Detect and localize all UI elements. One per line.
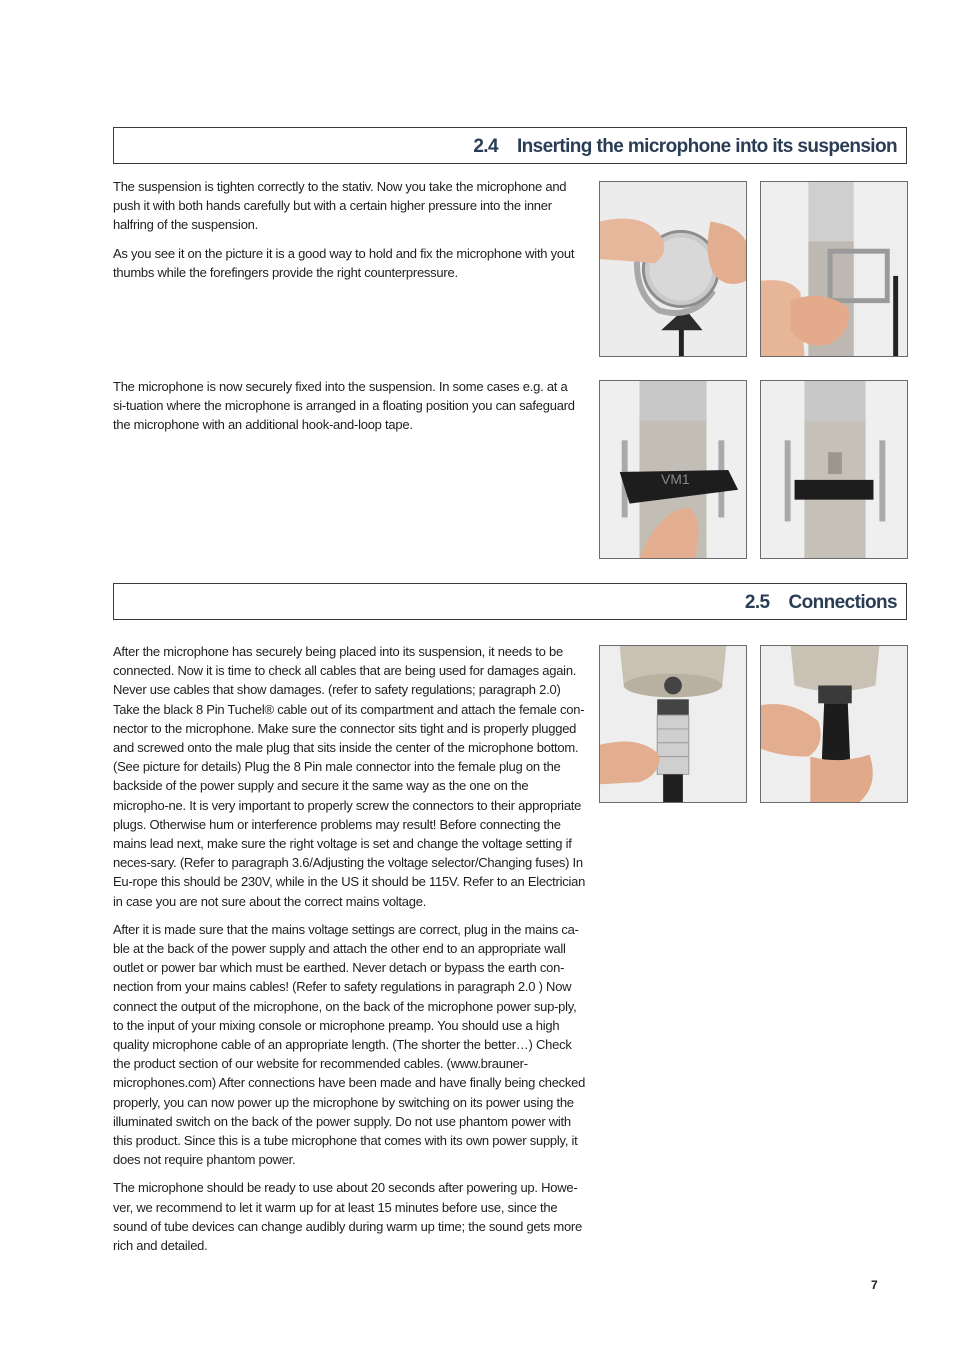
section-2-4-title [473,136,906,163]
section-2-5-header [113,583,907,620]
section-2-4-body-b [113,377,579,444]
section-number: 2.5 [744,592,770,613]
photo-mic-insert-hands [599,181,747,357]
page-number: 7 [871,1278,878,1292]
photo-connector-plug [599,645,747,803]
photo-velcro-attach [599,380,747,559]
section-title-text: Inserting the microphone into its suspension [516,136,897,157]
paragraph: The microphone should be ready to use about 20 seconds after powering up. Howe-ver, we recommend to let it warm up for at least 15 minutes before use, since the sound of tube devices can change audibly during warm up time; the sound gets more rich and detailed. [113,1180,582,1254]
section-2-4-body-a [113,177,583,291]
paragraph: After the microphone has securely being placed into its suspension, it needs to be connected. Now it is time to check all cables that are being used for damages again. Never use cables that show damages. (refer to safety regulations; paragraph 2.0) Take the black 8 Pin Tuchel® cable out of its compartment and attach the female con-nector to the microphone. Make sure the connector sits tight and is properly plugged and screwed onto the male plug that sits inside the center of the microphone bottom. (See picture for details) Plug the 8 Pin male connector into the female plug on the backside of the power supply and secure it the same way as the one on the micropho-ne. It is very important to properly screw the connectors to their appropriate plugs. Otherwise hum or interference problems may result! Before connecting the mains lead next, make sure the right voltage is set and change the voltage setting if neces-sary. (Refer to paragraph 3.6/Adjusting the voltage selector/Changing fuses) In Eu-rope this should be 230V, while in the US it should be 115V. Refer to an Electrician in case you are not sure about the correct mains voltage. [113,644,586,909]
section-2-4-header [113,127,907,164]
paragraph: After it is made sure that the mains voltage settings are correct, plug in the mains ca-ble at the back of the power supply and attach the other end to an appropriate wall outlet or power bar which must be earthed. Never detach or bypass the earth con-nection from your mains cables! (Refer to safety regulations in paragraph 2.0 ) Now connect the output of the microphone, on the back of the microphone power sup-ply, to the input of your mixing console or microphone preamp. You should use a high quality microphone cable of an appropriate length. (The shorter the better…) Check the product section of our website for recommended cables. (www.brauner-microphones.com) After connections have been made and have finally being checked properly, you can now power up the microphone by switching on its power using the illuminated switch on the back of the power supply. Do not use phantom power with this product. Since this is a tube microphone that comes with its own power supply, it does not require phantom power. [113,921,586,1168]
paragraph: As you see it on the picture it is a good way to hold and fix the microphone with yout thumbs while the forefingers provide the right counterpressure. [113,245,575,280]
photo-velcro-fixed [760,380,908,559]
paragraph: The suspension is tighten correctly to the stativ. Now you take the microphone and push it with both hands carefully but with a certain higher pressure into the inner halfring of the suspension. [113,179,567,233]
photo-connector-plugged [760,645,908,803]
photo-mic-fixing-hand [760,181,908,357]
section-number: 2.4 [473,136,498,157]
section-2-5-title [745,592,906,619]
paragraph: The microphone is now securely fixed into the suspension. In some cases e.g. at a si-tuation where the microphone is arranged in a floating position you can safeguard the microphone with an additional hook-and-loop tape. [113,379,575,433]
section-2-5-body [113,642,587,1264]
section-title-text: Connections [788,592,897,613]
photo-mic-label: VM1 [661,470,690,487]
